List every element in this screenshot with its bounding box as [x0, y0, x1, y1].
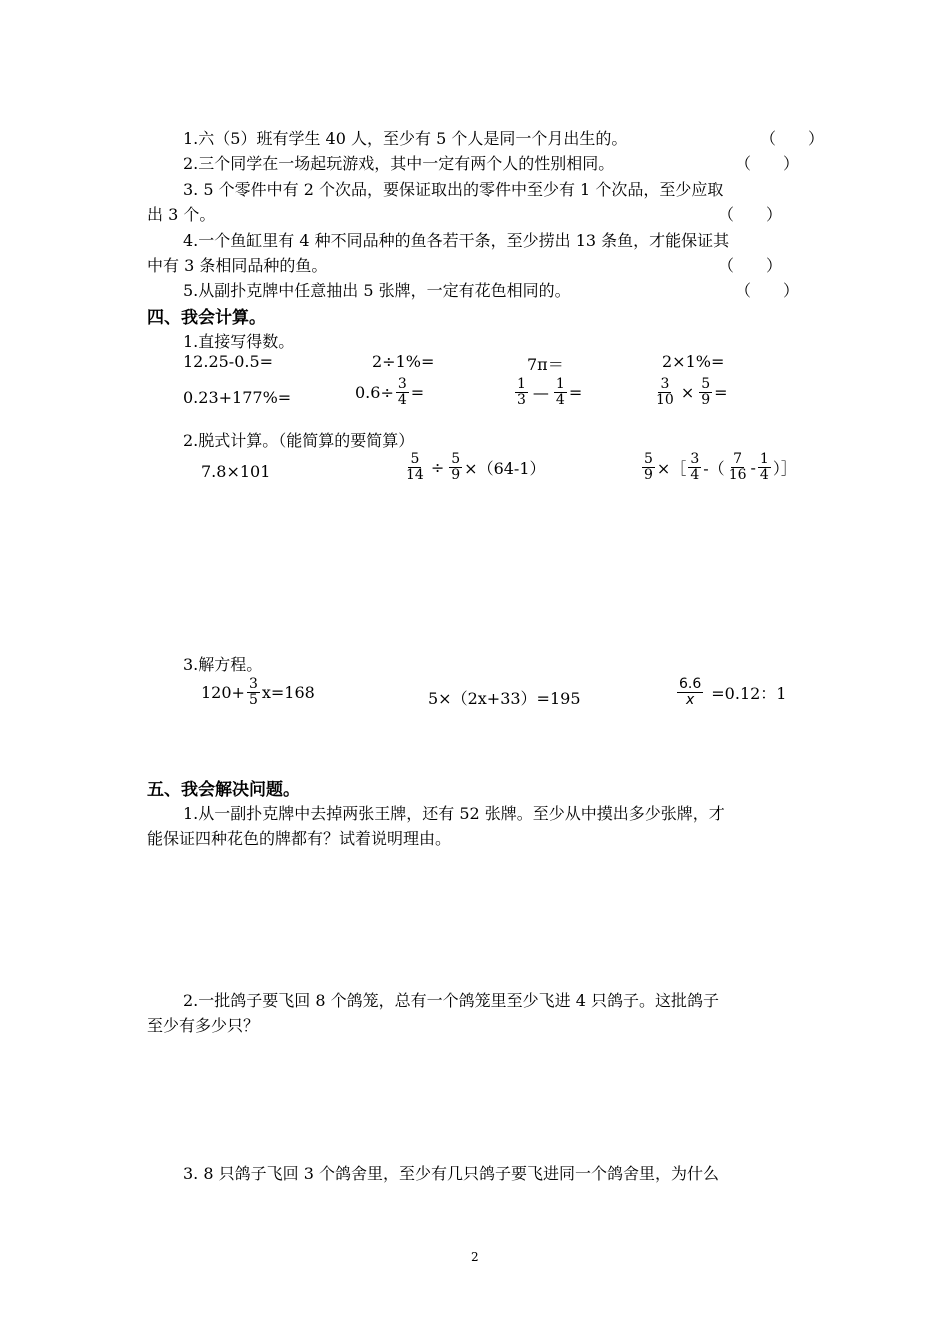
problem-1-line2: 能保证四种花色的牌都有？试着说明理由。: [147, 829, 452, 848]
direct-calc-3: 7π＝: [527, 355, 564, 374]
direct-calc-1: 12.25-0.5=: [183, 352, 274, 371]
judge-item-4-line2: 中有 3 条相同品种的鱼。: [147, 256, 328, 275]
direct-calc-5: 0.23+177%=: [183, 388, 292, 407]
problem-3-line1: 3. 8 只鸽子飞回 3 个鸽舍里，至少有几只鸽子要飞进同一个鸽舍里，为什么: [183, 1164, 719, 1183]
judge-item-5: 5.从副扑克牌中任意抽出 5 张牌，一定有花色相同的。: [183, 281, 571, 300]
judge-item-3-line1: 3. 5 个零件中有 2 个次品，要保证取出的零件中至少有 1 个次品，至少应取: [183, 180, 724, 199]
direct-calc-2: 2÷1%=: [372, 352, 435, 371]
judge-item-4-line1: 4.一个鱼缸里有 4 种不同品种的鱼各若干条，至少捞出 13 条鱼，才能保证其: [183, 231, 730, 250]
problem-2-line1: 2.一批鸽子要飞回 8 个鸽笼，总有一个鸽笼里至少飞进 4 只鸽子。这批鸽子: [183, 991, 719, 1010]
judge-item-2: 2.三个同学在一场起玩游戏，其中一定有两个人的性别相同。: [183, 154, 615, 173]
direct-calc-6: 0.6÷ $\frac{3}{4}$ =: [355, 376, 425, 408]
judge-item-3-line2: 出 3 个。: [147, 205, 216, 224]
stepwise-calc-label: 2.脱式计算。（能简算的要简算）: [183, 431, 415, 450]
direct-calc-8: $\frac{3}{10}$ × $\frac{5}{9}$ =: [656, 376, 728, 408]
judge-answer-5[interactable]: （ ）: [735, 281, 800, 300]
problem-1-line1: 1.从一副扑克牌中去掉两张王牌，还有 52 张牌。至少从中摸出多少张牌，才: [183, 804, 725, 823]
judge-answer-1[interactable]: （ ）: [760, 129, 825, 148]
equation-3: $\frac{6.6}{x}$ =0.12：1: [679, 676, 787, 708]
judge-item-1: 1.六（5）班有学生 40 人，至少有 5 个人是同一个月出生的。: [183, 129, 628, 148]
equation-2: 5×（2x+33）=195: [428, 689, 581, 708]
direct-calc-7: $\frac{1}{3}$ — $\frac{1}{4}$ =: [517, 376, 583, 408]
problem-2-line2: 至少有多少只？: [147, 1016, 260, 1035]
stepwise-calc-3: $\frac{5}{9}$ ×［ $\frac{3}{4}$ -（ $\frac{7}{16}$ - $\frac{1}{4}$ ）］: [644, 451, 797, 483]
equation-1: 120+ $\frac{3}{5}$ x=168: [201, 676, 315, 708]
section-5-heading: 五、我会解决问题。: [147, 780, 300, 800]
equation-label: 3.解方程。: [183, 655, 263, 674]
page-number: 2: [471, 1250, 479, 1264]
stepwise-calc-1: 7.8×101: [201, 462, 271, 481]
judge-answer-2[interactable]: （ ）: [735, 154, 800, 173]
section-4-heading: 四、我会计算。: [147, 308, 266, 328]
judge-answer-4[interactable]: （ ）: [718, 256, 783, 275]
direct-calc-4: 2×1%=: [662, 352, 725, 371]
stepwise-calc-2: $\frac{5}{14}$ ÷ $\frac{5}{9}$ ×（64-1）: [406, 451, 546, 483]
direct-calc-label: 1.直接写得数。: [183, 332, 295, 351]
judge-answer-3[interactable]: （ ）: [718, 205, 783, 224]
